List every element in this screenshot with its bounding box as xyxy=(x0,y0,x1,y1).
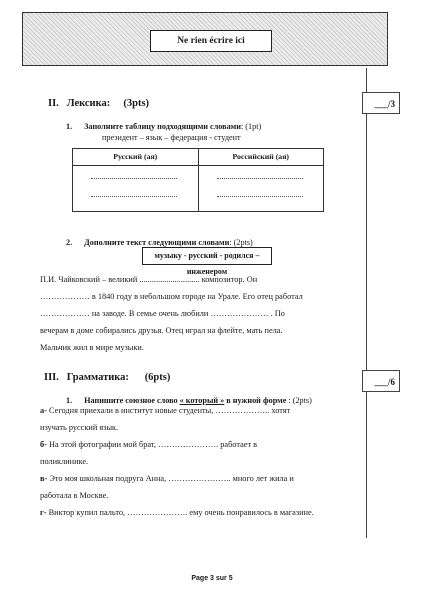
grammar-item-v: в- Это моя школьная подруга Анна, ………………….. много лет жила и xyxy=(40,474,294,483)
paragraph-line: вечерам в доме собирались друзья. Отец играл на флейте, мать пела. xyxy=(40,326,283,335)
page-number: Page 3 sur 5 xyxy=(191,575,233,582)
grammar-item-a: а- Сегодня приехали в институт новые студенты, ……………….. хотят xyxy=(40,406,291,415)
section-title: Лексика xyxy=(66,98,107,109)
keyword: « который » xyxy=(179,396,225,405)
answer-line[interactable] xyxy=(217,196,303,197)
paragraph-line: Мальчик жил в мире музыки. xyxy=(40,343,144,352)
answer-line[interactable] xyxy=(91,178,177,179)
grammar-item-a-cont: изучать русский язык. xyxy=(40,423,119,432)
section-2-heading: II. Лексика: (3pts) xyxy=(48,98,150,109)
grammar-item-b: б- На этой фотографии мой брат, …………………. работает в xyxy=(40,440,258,449)
answer-line[interactable] xyxy=(217,178,303,179)
section-3-heading xyxy=(44,372,170,383)
paragraph-line: ……………… в 1840 году в небольшом городе на Урале. Его отец работал xyxy=(40,292,303,301)
score-box-grammaire[interactable]: ___/6 xyxy=(362,370,400,392)
grammar-item-g: г- Виктор купил пальто, …………………. ему очень понравилось в магазине. xyxy=(40,508,314,517)
paragraph-line: ……………… на заводе. В семье очень любили ………………… . По xyxy=(40,309,285,318)
grammar-question-prompt: 1. Напишите союзное слово « который » в нужной форме : (2pts) xyxy=(66,396,312,405)
table-header-russkiy: Русский (ая) xyxy=(113,152,158,161)
fill-in-paragraph xyxy=(40,271,303,356)
margin-line xyxy=(366,68,367,538)
word-bank-box: музыку - русский - родился – инженером xyxy=(142,247,272,265)
section-number: III. xyxy=(44,372,59,383)
answer-line[interactable] xyxy=(91,196,177,197)
table-header-rossiyskiy: Российский (ая) xyxy=(198,149,324,165)
section-title: Грамматика: xyxy=(66,372,129,383)
grammar-item-b-cont: поликлинике. xyxy=(40,457,89,466)
section-points: (6pts) xyxy=(144,372,171,383)
grammar-item-v-cont: работала в Москве. xyxy=(40,491,109,500)
paragraph-line: П.И. Чайковский – великий ............................. композитор. Он xyxy=(40,275,258,284)
section-number: II. xyxy=(48,98,59,109)
score-box-lexique[interactable]: ___/3 xyxy=(362,92,400,114)
vocabulary-table xyxy=(72,148,324,212)
grammar-items xyxy=(40,402,314,521)
section-points: (3pts) xyxy=(123,98,150,109)
do-not-write-label: Ne rien écrire ici xyxy=(150,30,272,52)
word-list: президент – язык – федерация - студент xyxy=(102,133,241,142)
question-1-prompt: 1. Заполните таблицу подходящими словами: (1pt) xyxy=(66,122,262,131)
question-2-prompt: 2. Дополните текст следующими словами: (2pts) xyxy=(66,238,253,247)
